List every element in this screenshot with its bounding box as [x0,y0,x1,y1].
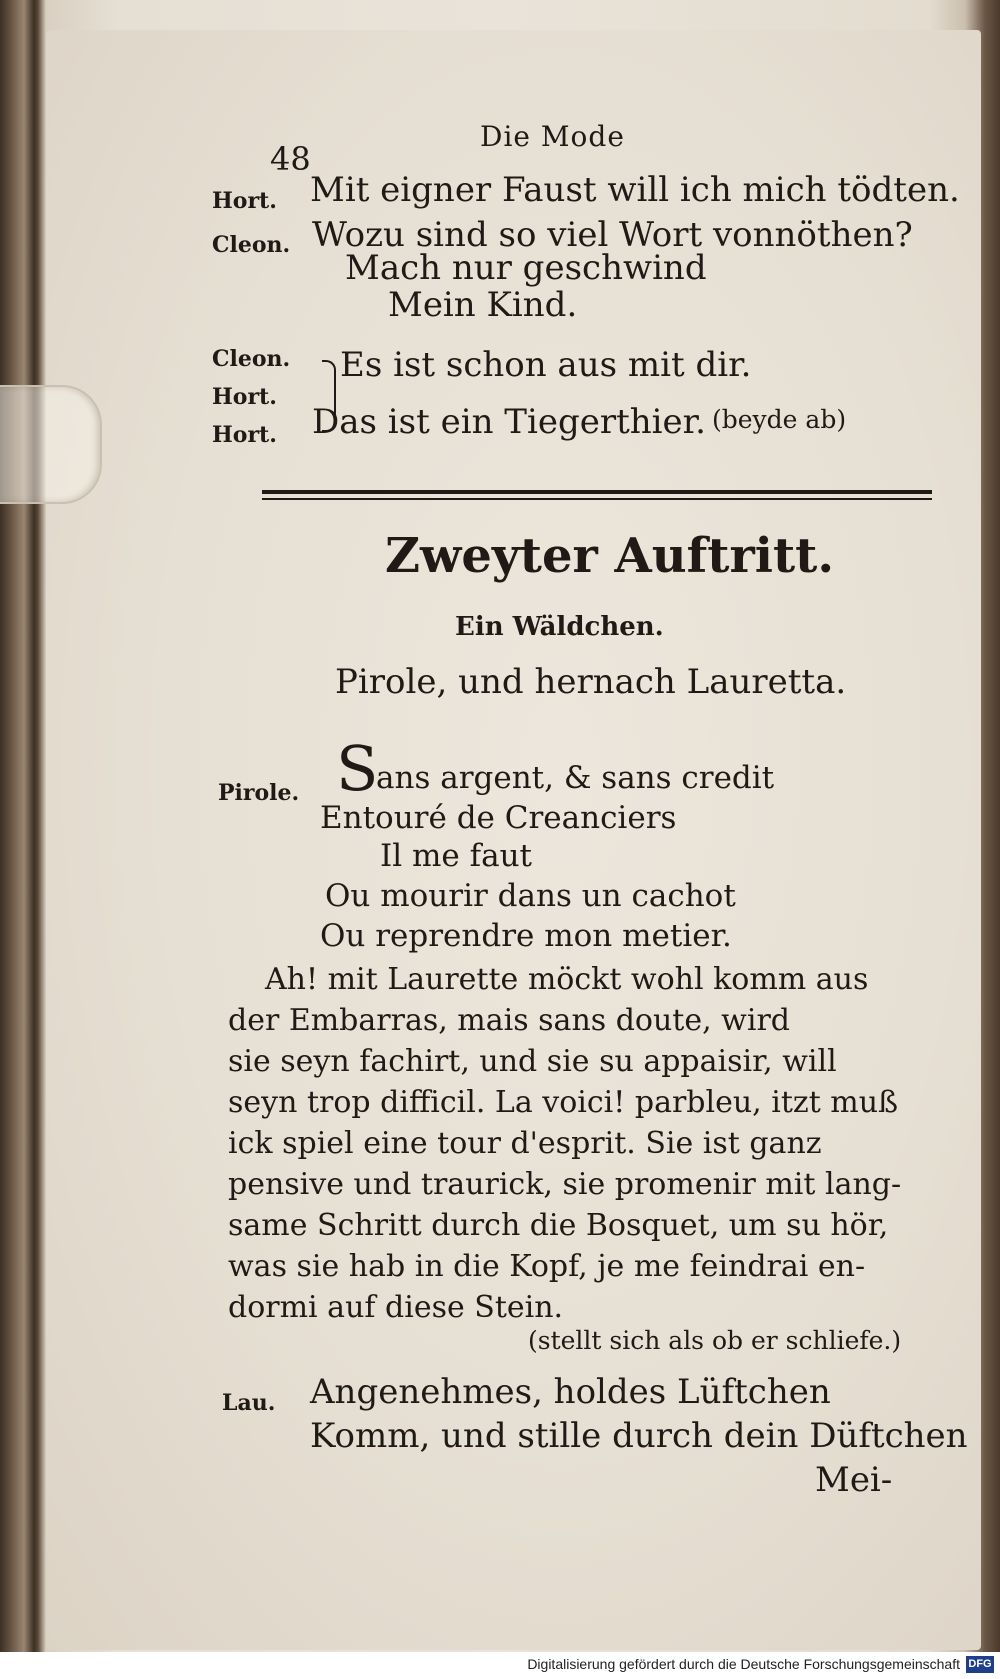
prose-line: dormi auf diese Stein. [228,1290,564,1325]
prose-line: sie seyn fachirt, und sie su appaisir, will [228,1044,837,1079]
dialogue-line: Wozu sind so viel Wort vonnöthen? [312,215,913,255]
speaker-label: Lau. [222,1390,276,1416]
dialogue-line: Mach nur geschwind [345,248,707,288]
footer-bar [0,1652,1000,1679]
speaker-label: Hort. [212,384,277,410]
scene-title: Zweyter Auftritt. [385,528,835,584]
page-fold-marker [0,385,102,504]
speaker-label: Cleon. [212,232,291,258]
speaker-label: Hort. [212,188,277,214]
running-head: Die Mode [480,120,625,153]
scene-rule [262,490,932,494]
prose-line: same Schritt durch die Bosquet, um su hör, [228,1208,889,1243]
prose-line: ick spiel eine tour d'esprit. Sie ist ganz [228,1126,822,1161]
page-number: 48 [270,140,311,178]
song-line: Ou mourir dans un cachot [325,878,736,914]
scene-rule [262,498,932,500]
song-line: Komm, und stille durch dein Düftchen [310,1416,968,1456]
song-line: ans argent, & sans credit [376,760,775,796]
speaker-label: Hort. [212,422,277,448]
speaker-label: Cleon. [212,346,291,372]
song-line: Angenehmes, holdes Lüftchen [310,1372,831,1412]
dialogue-line: Es ist schon aus mit dir. [340,345,752,385]
dialogue-line: Mit eigner Faust will ich mich tödten. [310,170,960,210]
song-line: Il me faut [380,838,532,874]
prose-line: seyn trop difficil. La voici! parbleu, itzt muß [228,1085,899,1120]
prose-line: was sie hab in die Kopf, je me feindrai en- [228,1249,866,1284]
catchword: Mei- [815,1460,893,1500]
song-line: Ou reprendre mon metier. [320,918,732,954]
dialogue-line: Das ist ein Tiegerthier. [312,402,706,442]
dfg-logo: DFG [966,1656,994,1673]
footer-credit: Digitalisierung gefördert durch die Deutsche Forschungsgemeinschaft [527,1656,960,1672]
stage-direction: (beyde ab) [712,405,847,434]
prose-line: der Embarras, mais sans doute, wird [228,1003,790,1038]
song-line: Entouré de Creanciers [320,800,677,836]
speaker-label: Pirole. [218,780,300,806]
prose-line: Ah! mit Laurette möckt wohl komm aus [265,962,869,997]
scene-place: Ein Wäldchen. [455,612,664,642]
scene-persons: Pirole, und hernach Lauretta. [335,662,847,702]
dialogue-line: Mein Kind. [388,285,578,325]
stage-direction: (stellt sich als ob er schliefe.) [528,1326,902,1355]
prose-line: pensive und traurick, sie promenir mit lang- [228,1167,902,1202]
drop-cap: S [336,732,379,805]
